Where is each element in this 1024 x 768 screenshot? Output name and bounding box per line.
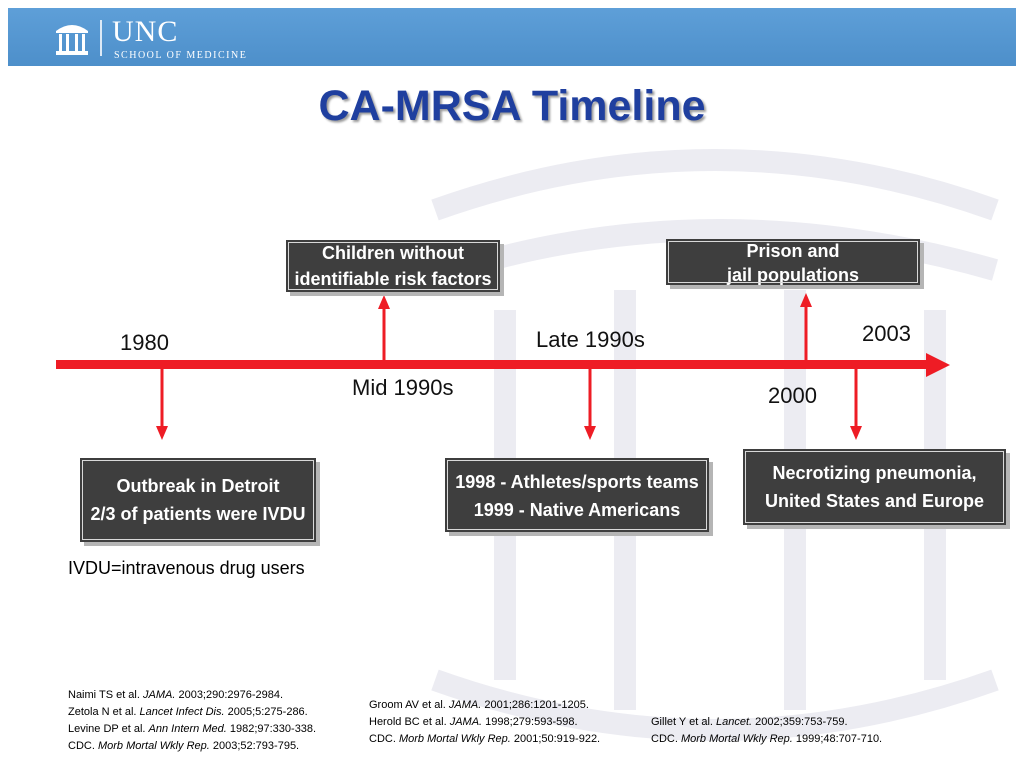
event-prison-line2: jail populations (726, 265, 859, 285)
year-mid-1990s: Mid 1990s (352, 375, 454, 400)
event-athletes-line1: 1998 - Athletes/sports teams (455, 472, 699, 492)
event-necrotizing-line1: Necrotizing pneumonia, (772, 463, 977, 483)
reference-item: CDC. Morb Mortal Wkly Rep. 1999;48:707-710. (651, 733, 883, 745)
arrow-mid1990s-head (378, 295, 390, 309)
year-2003: 2003 (862, 321, 911, 346)
event-children-line2: identifiable risk factors (294, 269, 492, 289)
event-detroit-line2: 2/3 of patients were IVDU (90, 504, 306, 524)
arrow-2000-head (850, 426, 862, 440)
references-column-2 (369, 697, 600, 748)
reference-item: Naimi TS et al. JAMA. 2003;290:2976-2984. (68, 689, 284, 701)
reference-item: Gillet Y et al. Lancet. 2002;359:753-759. (651, 716, 848, 728)
logo-brand: UNC (112, 15, 179, 48)
reference-item: Herold BC et al. JAMA. 1998;279:593-598. (369, 716, 578, 728)
year-1980: 1980 (120, 330, 169, 355)
references-column-3 (651, 714, 882, 748)
event-box-athletes (445, 458, 709, 532)
arrow-1980-head (156, 426, 168, 440)
reference-item: Groom AV et al. JAMA. 2001;286:1201-1205. (369, 699, 589, 711)
references-column-1 (68, 687, 316, 755)
arrow-late1990s-head (584, 426, 596, 440)
event-children-line1: Children without (322, 243, 464, 263)
event-box-detroit (80, 458, 316, 542)
year-2000: 2000 (768, 383, 817, 408)
reference-item: CDC. Morb Mortal Wkly Rep. 2003;52:793-795. (68, 740, 300, 752)
reference-item: CDC. Morb Mortal Wkly Rep. 2001;50:919-922. (369, 733, 601, 745)
event-athletes-line2: 1999 - Native Americans (473, 500, 681, 520)
year-late-1990s: Late 1990s (536, 327, 645, 352)
arrow-2003-head (800, 293, 812, 307)
abbreviation-note: IVDU=intravenous drug users (68, 558, 305, 578)
reference-item: Zetola N et al. Lancet Infect Dis. 2005;5:275-286. (68, 706, 308, 718)
event-necrotizing-line2: United States and Europe (764, 491, 985, 511)
event-box-children (286, 240, 500, 292)
event-detroit-line1: Outbreak in Detroit (116, 476, 280, 496)
event-box-necrotizing (743, 449, 1006, 525)
logo-subtitle: SCHOOL OF MEDICINE (114, 50, 248, 61)
event-prison-line1: Prison and (746, 241, 840, 261)
event-box-prison (666, 239, 920, 285)
reference-item: Levine DP et al. Ann Intern Med. 1982;97:330-338. (68, 723, 317, 735)
page-title: CA-MRSA Timeline (318, 82, 706, 130)
